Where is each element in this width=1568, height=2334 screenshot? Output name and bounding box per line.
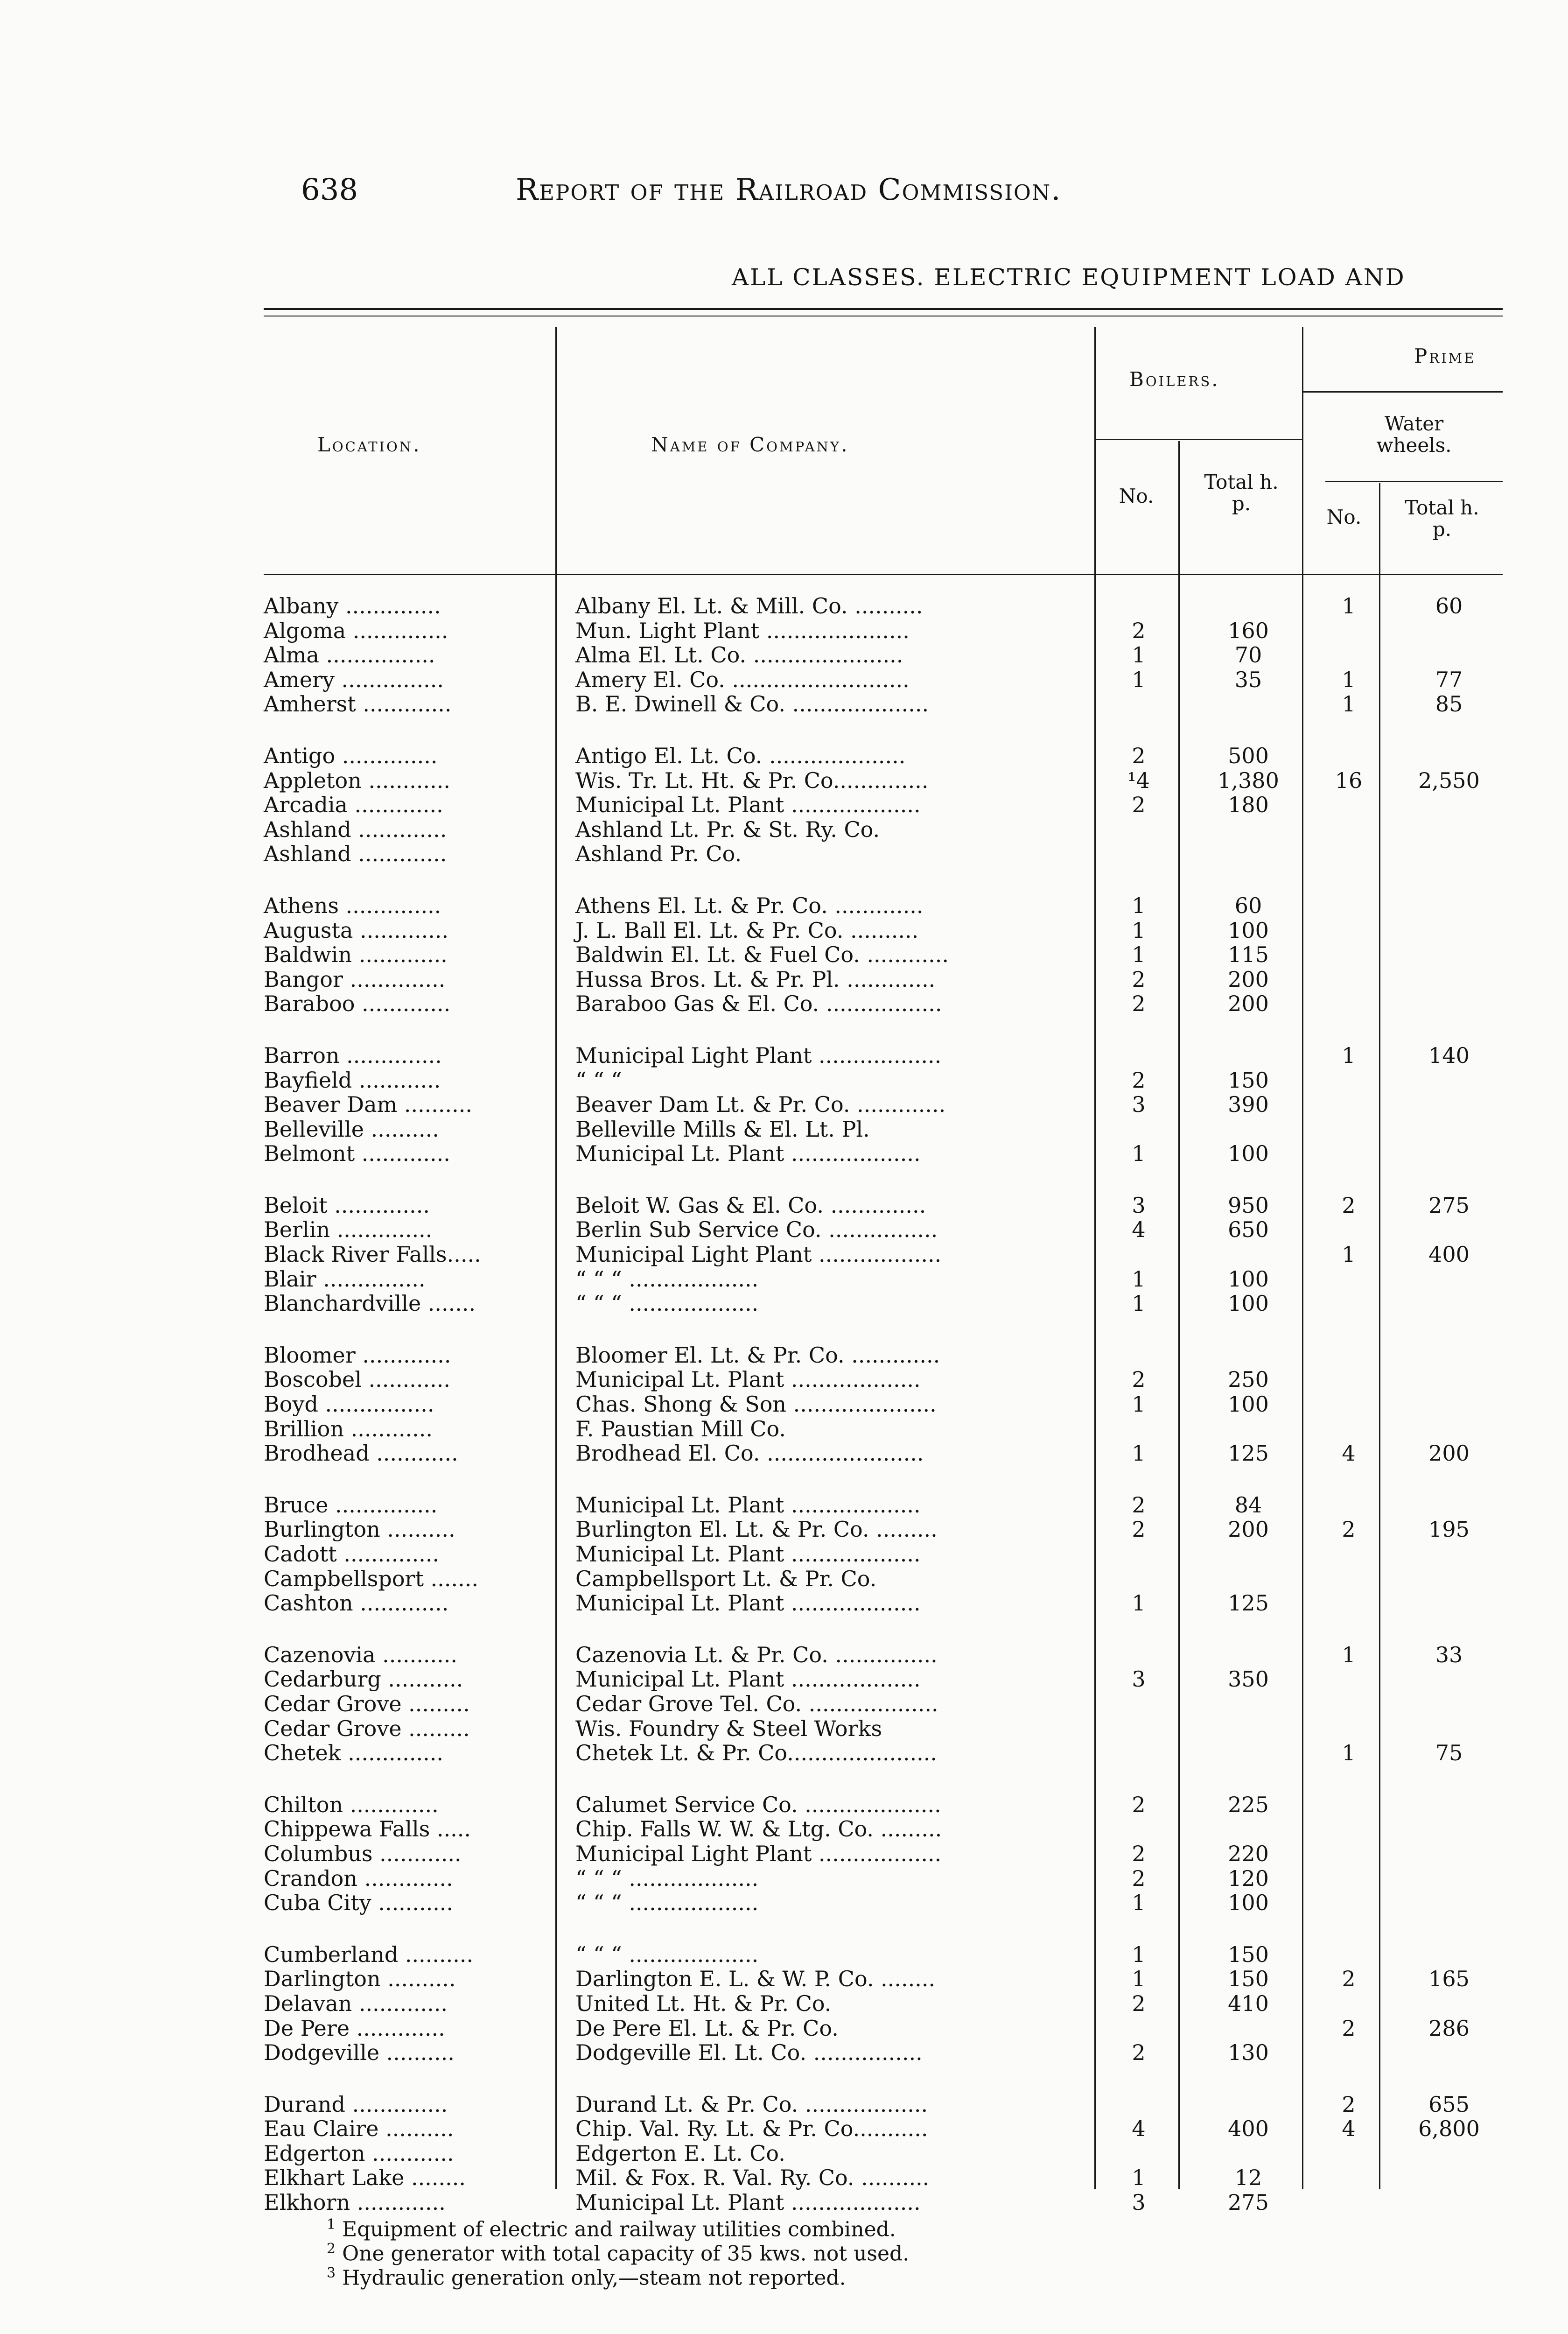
- table-row: [0, 1817, 1568, 1842]
- table-row: [0, 1043, 1568, 1068]
- company-cell: Hussa Bros. Lt. & Pr. Pl. .............: [575, 966, 936, 992]
- table-row: [0, 1891, 1568, 1915]
- location-cell: Baldwin .............: [264, 942, 448, 968]
- water-wheel-hp-cell: 275: [1428, 1192, 1470, 1218]
- water-wheel-hp-cell: 200: [1428, 1441, 1470, 1466]
- location-cell: Antigo ..............: [264, 743, 438, 768]
- water-wheel-hp-cell: 140: [1428, 1042, 1470, 1068]
- table-row: [0, 2165, 1568, 2190]
- table-row: [0, 2141, 1568, 2166]
- boiler-hp-cell: 130: [1228, 2040, 1269, 2066]
- company-cell: B. E. Dwinell & Co. ....................: [575, 691, 929, 717]
- boiler-hp-cell: 160: [1228, 618, 1269, 643]
- table-row: [0, 1591, 1568, 1616]
- table-row: [0, 967, 1568, 992]
- location-cell: Albany ..............: [264, 593, 441, 619]
- boiler-hp-cell: 12: [1234, 2165, 1262, 2191]
- table-row: [0, 1417, 1568, 1441]
- boiler-hp-cell: 275: [1228, 2190, 1269, 2215]
- top-rule: [264, 308, 1503, 310]
- company-cell: Burlington El. Lt. & Pr. Co. .........: [575, 1517, 938, 1542]
- row-group: [0, 1942, 1568, 2065]
- company-cell: Mil. & Fox. R. Val. Ry. Co. ..........: [575, 2165, 930, 2191]
- location-cell: Boyd ................: [264, 1392, 434, 1417]
- location-cell: Arcadia .............: [264, 792, 443, 818]
- location-cell: Eau Claire ..........: [264, 2116, 454, 2142]
- location-cell: Elkhorn .............: [264, 2190, 446, 2215]
- location-cell: De Pere .............: [264, 2015, 445, 2041]
- company-cell: Chas. Shong & Son .....................: [575, 1392, 937, 1417]
- location-cell: Bayfield ............: [264, 1067, 441, 1093]
- company-cell: Beloit W. Gas & El. Co. ..............: [575, 1192, 926, 1218]
- boiler-hp-cell: 70: [1234, 642, 1262, 668]
- water-wheel-hp-cell: 195: [1428, 1517, 1470, 1542]
- company-cell: Municipal Lt. Plant ...................: [575, 1492, 921, 1518]
- water-wheels-underline: [1325, 481, 1503, 482]
- boiler-hp-cell: 200: [1228, 1517, 1269, 1542]
- location-cell: Durand ..............: [264, 2091, 448, 2117]
- company-cell: Baraboo Gas & El. Co. .................: [575, 991, 942, 1017]
- location-cell: Blanchardville .......: [264, 1291, 476, 1316]
- water-wheel-hp-cell: 75: [1435, 1740, 1463, 1766]
- boiler-count-cell: 1: [1132, 893, 1146, 918]
- table-row: [0, 2016, 1568, 2041]
- location-cell: Barron ..............: [264, 1042, 442, 1068]
- company-cell: Municipal Lt. Plant ...................: [575, 1666, 921, 1692]
- table-row: [0, 1517, 1568, 1542]
- location-cell: Cumberland ..........: [264, 1941, 474, 1967]
- header-wheel-total-hp: Total h. p.: [1405, 496, 1479, 541]
- table-row: [0, 1242, 1568, 1267]
- boiler-hp-cell: 400: [1228, 2116, 1269, 2142]
- water-wheel-count-cell: 4: [1342, 2116, 1356, 2142]
- water-wheel-count-cell: 1: [1342, 667, 1356, 692]
- location-cell: Ashland .............: [264, 841, 447, 867]
- water-wheel-hp-cell: 85: [1435, 691, 1463, 717]
- table-row: [0, 744, 1568, 768]
- header-company: Name of Company.: [651, 433, 849, 456]
- row-group: [0, 1793, 1568, 1915]
- boiler-count-cell: 2: [1132, 1067, 1146, 1093]
- table-row: [0, 1493, 1568, 1518]
- boiler-hp-cell: 410: [1228, 1990, 1269, 2016]
- table-row: [0, 1967, 1568, 1991]
- row-group: [0, 1193, 1568, 1316]
- boiler-hp-cell: 250: [1228, 1367, 1269, 1392]
- location-cell: Burlington ..........: [264, 1517, 455, 1542]
- location-cell: Crandon .............: [264, 1865, 453, 1891]
- header-location: Location.: [317, 433, 421, 456]
- boiler-count-cell: 3: [1132, 1666, 1146, 1692]
- table-row: [0, 643, 1568, 668]
- table-row: [0, 1092, 1568, 1117]
- table-row: [0, 1343, 1568, 1368]
- table-row: [0, 991, 1568, 1016]
- table-row: [0, 842, 1568, 866]
- boiler-count-cell: 2: [1132, 1367, 1146, 1392]
- table-row: [0, 1643, 1568, 1667]
- boiler-count-cell: 2: [1132, 1865, 1146, 1891]
- water-wheel-count-cell: 16: [1335, 767, 1363, 793]
- table-row: [0, 1842, 1568, 1866]
- table-row: [0, 1692, 1568, 1716]
- company-cell: Chip. Falls W. W. & Ltg. Co. .........: [575, 1816, 942, 1842]
- boiler-count-cell: 1: [1132, 1291, 1146, 1316]
- boiler-hp-cell: 100: [1228, 1890, 1269, 1916]
- boiler-count-cell: 3: [1132, 1192, 1146, 1218]
- company-cell: Berlin Sub Service Co. ................: [575, 1217, 938, 1243]
- boiler-count-cell: 2: [1132, 1517, 1146, 1542]
- header-boiler-total-hp: Total h. p.: [1204, 471, 1279, 515]
- location-cell: Berlin ..............: [264, 1217, 433, 1243]
- boiler-count-cell: 1: [1132, 1890, 1146, 1916]
- location-cell: Boscobel ............: [264, 1367, 451, 1392]
- company-cell: Dodgeville El. Lt. Co. ................: [575, 2040, 923, 2066]
- table-row: [0, 1741, 1568, 1765]
- boiler-hp-cell: 650: [1228, 1217, 1269, 1243]
- company-cell: “ “ “: [575, 1067, 622, 1093]
- boiler-count-cell: 2: [1132, 743, 1146, 768]
- company-cell: Beaver Dam Lt. & Pr. Co. .............: [575, 1092, 946, 1118]
- company-cell: Amery El. Co. ..........................: [575, 667, 910, 692]
- company-cell: Municipal Lt. Plant ...................: [575, 1541, 921, 1567]
- location-cell: Chippewa Falls .....: [264, 1816, 471, 1842]
- boiler-count-cell: 2: [1132, 1492, 1146, 1518]
- company-cell: Mun. Light Plant .....................: [575, 618, 910, 643]
- location-cell: Cedar Grove .........: [264, 1691, 470, 1716]
- water-wheel-count-cell: 2: [1342, 1517, 1356, 1542]
- company-cell: Belleville Mills & El. Lt. Pl.: [575, 1116, 870, 1142]
- footnote-2: $^2$ One generator with total capacity of 35 kws. not used.: [327, 2241, 910, 2266]
- boiler-count-cell: 1: [1132, 667, 1146, 692]
- table-row: [0, 1866, 1568, 1891]
- header-bottom-rule: [264, 574, 1503, 575]
- boiler-count-cell: 1: [1132, 1441, 1146, 1466]
- location-cell: Athens ..............: [264, 893, 441, 918]
- company-cell: “ “ “ ...................: [575, 1941, 759, 1967]
- boiler-hp-cell: 220: [1228, 1841, 1269, 1866]
- table-row: [0, 893, 1568, 918]
- company-cell: J. L. Ball El. Lt. & Pr. Co. ..........: [575, 917, 919, 943]
- table-row: [0, 2040, 1568, 2065]
- location-cell: Cashton .............: [264, 1590, 449, 1616]
- water-wheel-count-cell: 2: [1342, 1192, 1356, 1218]
- boiler-hp-cell: 60: [1234, 893, 1262, 918]
- boiler-count-cell: 1: [1132, 1392, 1146, 1417]
- boiler-count-cell: 1: [1132, 1141, 1146, 1167]
- row-group: [0, 2092, 1568, 2215]
- boiler-hp-cell: 100: [1228, 1291, 1269, 1316]
- water-wheel-count-cell: 1: [1342, 1642, 1356, 1667]
- row-group: [0, 594, 1568, 717]
- company-cell: Baldwin El. Lt. & Fuel Co. ............: [575, 942, 949, 968]
- water-wheel-count-cell: 1: [1342, 1242, 1356, 1267]
- footnote-1: $^1$ Equipment of electric and railway utilities combined.: [327, 2216, 896, 2242]
- company-cell: “ “ “ ...................: [575, 1291, 759, 1316]
- table-row: [0, 668, 1568, 692]
- location-cell: Bangor ..............: [264, 966, 446, 992]
- company-cell: Bloomer El. Lt. & Pr. Co. .............: [575, 1342, 940, 1368]
- company-cell: Calumet Service Co. ....................: [575, 1792, 941, 1817]
- location-cell: Baraboo .............: [264, 991, 451, 1017]
- table-row: [0, 942, 1568, 967]
- company-cell: Cazenovia Lt. & Pr. Co. ...............: [575, 1642, 938, 1667]
- location-cell: Bloomer .............: [264, 1342, 451, 1368]
- water-wheel-count-cell: 1: [1342, 1740, 1356, 1766]
- prime-underline: [1302, 391, 1503, 393]
- table-row: [0, 619, 1568, 643]
- table-row: [0, 1392, 1568, 1417]
- water-wheel-count-cell: 4: [1342, 1441, 1356, 1466]
- company-cell: Municipal Lt. Plant ...................: [575, 792, 921, 818]
- boiler-hp-cell: 100: [1228, 917, 1269, 943]
- row-group: [0, 1043, 1568, 1166]
- company-cell: Campbellsport Lt. & Pr. Co.: [575, 1566, 877, 1591]
- table-row: [0, 692, 1568, 717]
- location-cell: Cazenovia ...........: [264, 1642, 457, 1667]
- location-cell: Brodhead ............: [264, 1441, 458, 1466]
- location-cell: Bruce ...............: [264, 1492, 438, 1518]
- header-boiler-no: No.: [1119, 485, 1154, 507]
- boiler-count-cell: 3: [1132, 1092, 1146, 1118]
- company-cell: Darlington E. L. & W. P. Co. ........: [575, 1966, 936, 1992]
- boiler-count-cell: 2: [1132, 966, 1146, 992]
- company-cell: Municipal Lt. Plant ...................: [575, 1141, 921, 1167]
- header-wheel-no: No.: [1326, 506, 1362, 528]
- table-row: [0, 1141, 1568, 1166]
- location-cell: Campbellsport .......: [264, 1566, 478, 1591]
- boiler-count-cell: 4: [1132, 2116, 1146, 2142]
- location-cell: Cedar Grove .........: [264, 1715, 470, 1741]
- company-cell: Alma El. Lt. Co. ......................: [575, 642, 903, 668]
- table-row: [0, 1542, 1568, 1567]
- location-cell: Darlington ..........: [264, 1966, 456, 1992]
- table-row: [0, 768, 1568, 793]
- boiler-hp-cell: 200: [1228, 991, 1269, 1017]
- row-group: [0, 1343, 1568, 1466]
- water-wheel-count-cell: 2: [1342, 1966, 1356, 1992]
- company-cell: Chetek Lt. & Pr. Co......................: [575, 1740, 937, 1766]
- location-cell: Beaver Dam ..........: [264, 1092, 473, 1118]
- boiler-hp-cell: 180: [1228, 792, 1269, 818]
- water-wheel-hp-cell: 2,550: [1418, 767, 1480, 793]
- water-wheel-hp-cell: 286: [1428, 2015, 1470, 2041]
- company-cell: “ “ “ ...................: [575, 1266, 759, 1292]
- boiler-count-cell: 1: [1132, 1966, 1146, 1992]
- water-wheel-hp-cell: 400: [1428, 1242, 1470, 1267]
- water-wheel-hp-cell: 60: [1435, 593, 1463, 619]
- water-wheel-hp-cell: 6,800: [1418, 2116, 1480, 2142]
- location-cell: Ashland .............: [264, 816, 447, 842]
- company-cell: Ashland Lt. Pr. & St. Ry. Co.: [575, 816, 880, 842]
- company-cell: Cedar Grove Tel. Co. ...................: [575, 1691, 938, 1716]
- water-wheel-hp-cell: 77: [1435, 667, 1463, 692]
- table-row: [0, 2092, 1568, 2117]
- company-cell: Chip. Val. Ry. Lt. & Pr. Co...........: [575, 2116, 928, 2142]
- row-group: [0, 1643, 1568, 1765]
- company-cell: Wis. Foundry & Steel Works: [575, 1715, 882, 1741]
- boiler-hp-cell: 225: [1228, 1792, 1269, 1817]
- company-cell: Albany El. Lt. & Mill. Co. ..........: [575, 593, 923, 619]
- table-row: [0, 1991, 1568, 2016]
- table-row: [0, 2190, 1568, 2215]
- location-cell: Alma ................: [264, 642, 435, 668]
- table-row: [0, 1367, 1568, 1392]
- boiler-count-cell: 2: [1132, 1841, 1146, 1866]
- location-cell: Cuba City ...........: [264, 1890, 454, 1916]
- boiler-count-cell: 1: [1132, 1941, 1146, 1967]
- table-row: [0, 1793, 1568, 1817]
- water-wheel-hp-cell: 33: [1435, 1642, 1463, 1667]
- location-cell: Blair ...............: [264, 1266, 426, 1292]
- table-row: [0, 1667, 1568, 1692]
- company-cell: F. Paustian Mill Co.: [575, 1416, 786, 1441]
- water-wheel-count-cell: 1: [1342, 1042, 1356, 1068]
- boiler-hp-cell: 350: [1228, 1666, 1269, 1692]
- water-wheel-count-cell: 1: [1342, 593, 1356, 619]
- location-cell: Black River Falls.....: [264, 1242, 481, 1267]
- boiler-count-cell: 1: [1132, 1266, 1146, 1292]
- table-row: [0, 1267, 1568, 1292]
- location-cell: Cadott ..............: [264, 1541, 440, 1567]
- boiler-count-cell: 2: [1132, 991, 1146, 1017]
- table-row: [0, 1068, 1568, 1093]
- company-cell: Municipal Light Plant ..................: [575, 1841, 942, 1866]
- boiler-hp-cell: 120: [1228, 1865, 1269, 1891]
- boiler-count-cell: 2: [1132, 1792, 1146, 1817]
- table-row: [0, 1291, 1568, 1316]
- boiler-count-cell: ¹4: [1127, 767, 1150, 793]
- boiler-hp-cell: 125: [1228, 1590, 1269, 1616]
- row-group: [0, 1493, 1568, 1616]
- header-water-wheels: Water wheels.: [1376, 412, 1452, 457]
- boiler-count-cell: 2: [1132, 2040, 1146, 2066]
- location-cell: Brillion ............: [264, 1416, 433, 1441]
- table-row: [0, 793, 1568, 817]
- table-row: [0, 594, 1568, 619]
- company-cell: Wis. Tr. Lt. Ht. & Pr. Co..............: [575, 767, 929, 793]
- boiler-hp-cell: 100: [1228, 1266, 1269, 1292]
- boiler-count-cell: 2: [1132, 1990, 1146, 2016]
- company-cell: Edgerton E. Lt. Co.: [575, 2140, 785, 2166]
- table-row: [0, 817, 1568, 842]
- location-cell: Belleville ..........: [264, 1116, 439, 1142]
- company-cell: De Pere El. Lt. & Pr. Co.: [575, 2015, 839, 2041]
- boiler-hp-cell: 1,380: [1218, 767, 1279, 793]
- table-row: [0, 918, 1568, 943]
- boiler-hp-cell: 200: [1228, 966, 1269, 992]
- water-wheel-count-cell: 2: [1342, 2015, 1356, 2041]
- boiler-hp-cell: 35: [1234, 667, 1262, 692]
- location-cell: Chilton .............: [264, 1792, 439, 1817]
- table-row: [0, 1441, 1568, 1466]
- row-group: [0, 744, 1568, 866]
- boiler-count-cell: 3: [1132, 2190, 1146, 2215]
- boiler-count-cell: 1: [1132, 1590, 1146, 1616]
- location-cell: Cedarburg ...........: [264, 1666, 463, 1692]
- running-head: Report of the Railroad Commission.: [516, 173, 1062, 207]
- company-cell: “ “ “ ...................: [575, 1890, 759, 1916]
- boiler-hp-cell: 100: [1228, 1141, 1269, 1167]
- boiler-hp-cell: 950: [1228, 1192, 1269, 1218]
- company-cell: “ “ “ ...................: [575, 1865, 759, 1891]
- location-cell: Edgerton ............: [264, 2140, 454, 2166]
- location-cell: Chetek ..............: [264, 1740, 443, 1766]
- boiler-hp-cell: 390: [1228, 1092, 1269, 1118]
- boiler-hp-cell: 84: [1234, 1492, 1262, 1518]
- boiler-hp-cell: 115: [1228, 942, 1269, 968]
- company-cell: Municipal Lt. Plant ...................: [575, 2190, 921, 2215]
- location-cell: Delavan .............: [264, 1990, 448, 2016]
- company-cell: Ashland Pr. Co.: [575, 841, 742, 867]
- company-cell: Athens El. Lt. & Pr. Co. .............: [575, 893, 924, 918]
- water-wheel-count-cell: 1: [1342, 691, 1356, 717]
- table-row: [0, 1193, 1568, 1218]
- water-wheel-hp-cell: 165: [1428, 1966, 1470, 1992]
- table-row: [0, 2116, 1568, 2141]
- company-cell: Municipal Light Plant ..................: [575, 1242, 942, 1267]
- table-row: [0, 1217, 1568, 1242]
- location-cell: Algoma ..............: [264, 618, 448, 643]
- boiler-count-cell: 1: [1132, 917, 1146, 943]
- row-group: [0, 893, 1568, 1016]
- company-cell: Brodhead El. Co. .......................: [575, 1441, 924, 1466]
- page-number: 638: [301, 173, 358, 207]
- boiler-hp-cell: 125: [1228, 1441, 1269, 1466]
- header-boilers: Boilers.: [1129, 368, 1220, 391]
- header-prime: Prime: [1414, 344, 1476, 367]
- company-cell: Municipal Lt. Plant ...................: [575, 1590, 921, 1616]
- location-cell: Beloit ..............: [264, 1192, 430, 1218]
- boiler-hp-cell: 150: [1228, 1941, 1269, 1967]
- table-row: [0, 1942, 1568, 1967]
- table-body: [0, 594, 1568, 2242]
- boiler-count-cell: 2: [1132, 618, 1146, 643]
- boiler-count-cell: 1: [1132, 2165, 1146, 2191]
- boiler-hp-cell: 150: [1228, 1966, 1269, 1992]
- footnote-3: $^3$ Hydraulic generation only,—steam not reported.: [327, 2265, 846, 2290]
- boiler-hp-cell: 500: [1228, 743, 1269, 768]
- location-cell: Columbus ............: [264, 1841, 462, 1866]
- boilers-underline: [1094, 439, 1302, 440]
- water-wheel-hp-cell: 655: [1428, 2091, 1470, 2117]
- location-cell: Dodgeville ..........: [264, 2040, 455, 2066]
- table-title: ALL CLASSES. ELECTRIC EQUIPMENT LOAD AND: [732, 264, 1406, 291]
- company-cell: Municipal Light Plant ..................: [575, 1042, 942, 1068]
- boiler-count-cell: 4: [1132, 1217, 1146, 1243]
- location-cell: Augusta .............: [264, 917, 449, 943]
- location-cell: Amherst .............: [264, 691, 452, 717]
- boiler-count-cell: 1: [1132, 942, 1146, 968]
- company-cell: Durand Lt. & Pr. Co. ..................: [575, 2091, 928, 2117]
- boiler-hp-cell: 100: [1228, 1392, 1269, 1417]
- company-cell: United Lt. Ht. & Pr. Co.: [575, 1990, 832, 2016]
- location-cell: Elkhart Lake ........: [264, 2165, 466, 2191]
- boiler-count-cell: 2: [1132, 792, 1146, 818]
- boiler-hp-cell: 150: [1228, 1067, 1269, 1093]
- location-cell: Belmont .............: [264, 1141, 450, 1167]
- boiler-count-cell: 1: [1132, 642, 1146, 668]
- location-cell: Appleton ............: [264, 767, 450, 793]
- company-cell: Municipal Lt. Plant ...................: [575, 1367, 921, 1392]
- table-row: [0, 1716, 1568, 1741]
- water-wheel-count-cell: 2: [1342, 2091, 1356, 2117]
- table-row: [0, 1117, 1568, 1142]
- company-cell: Antigo El. Lt. Co. ....................: [575, 743, 906, 768]
- location-cell: Amery ...............: [264, 667, 444, 692]
- table-row: [0, 1567, 1568, 1591]
